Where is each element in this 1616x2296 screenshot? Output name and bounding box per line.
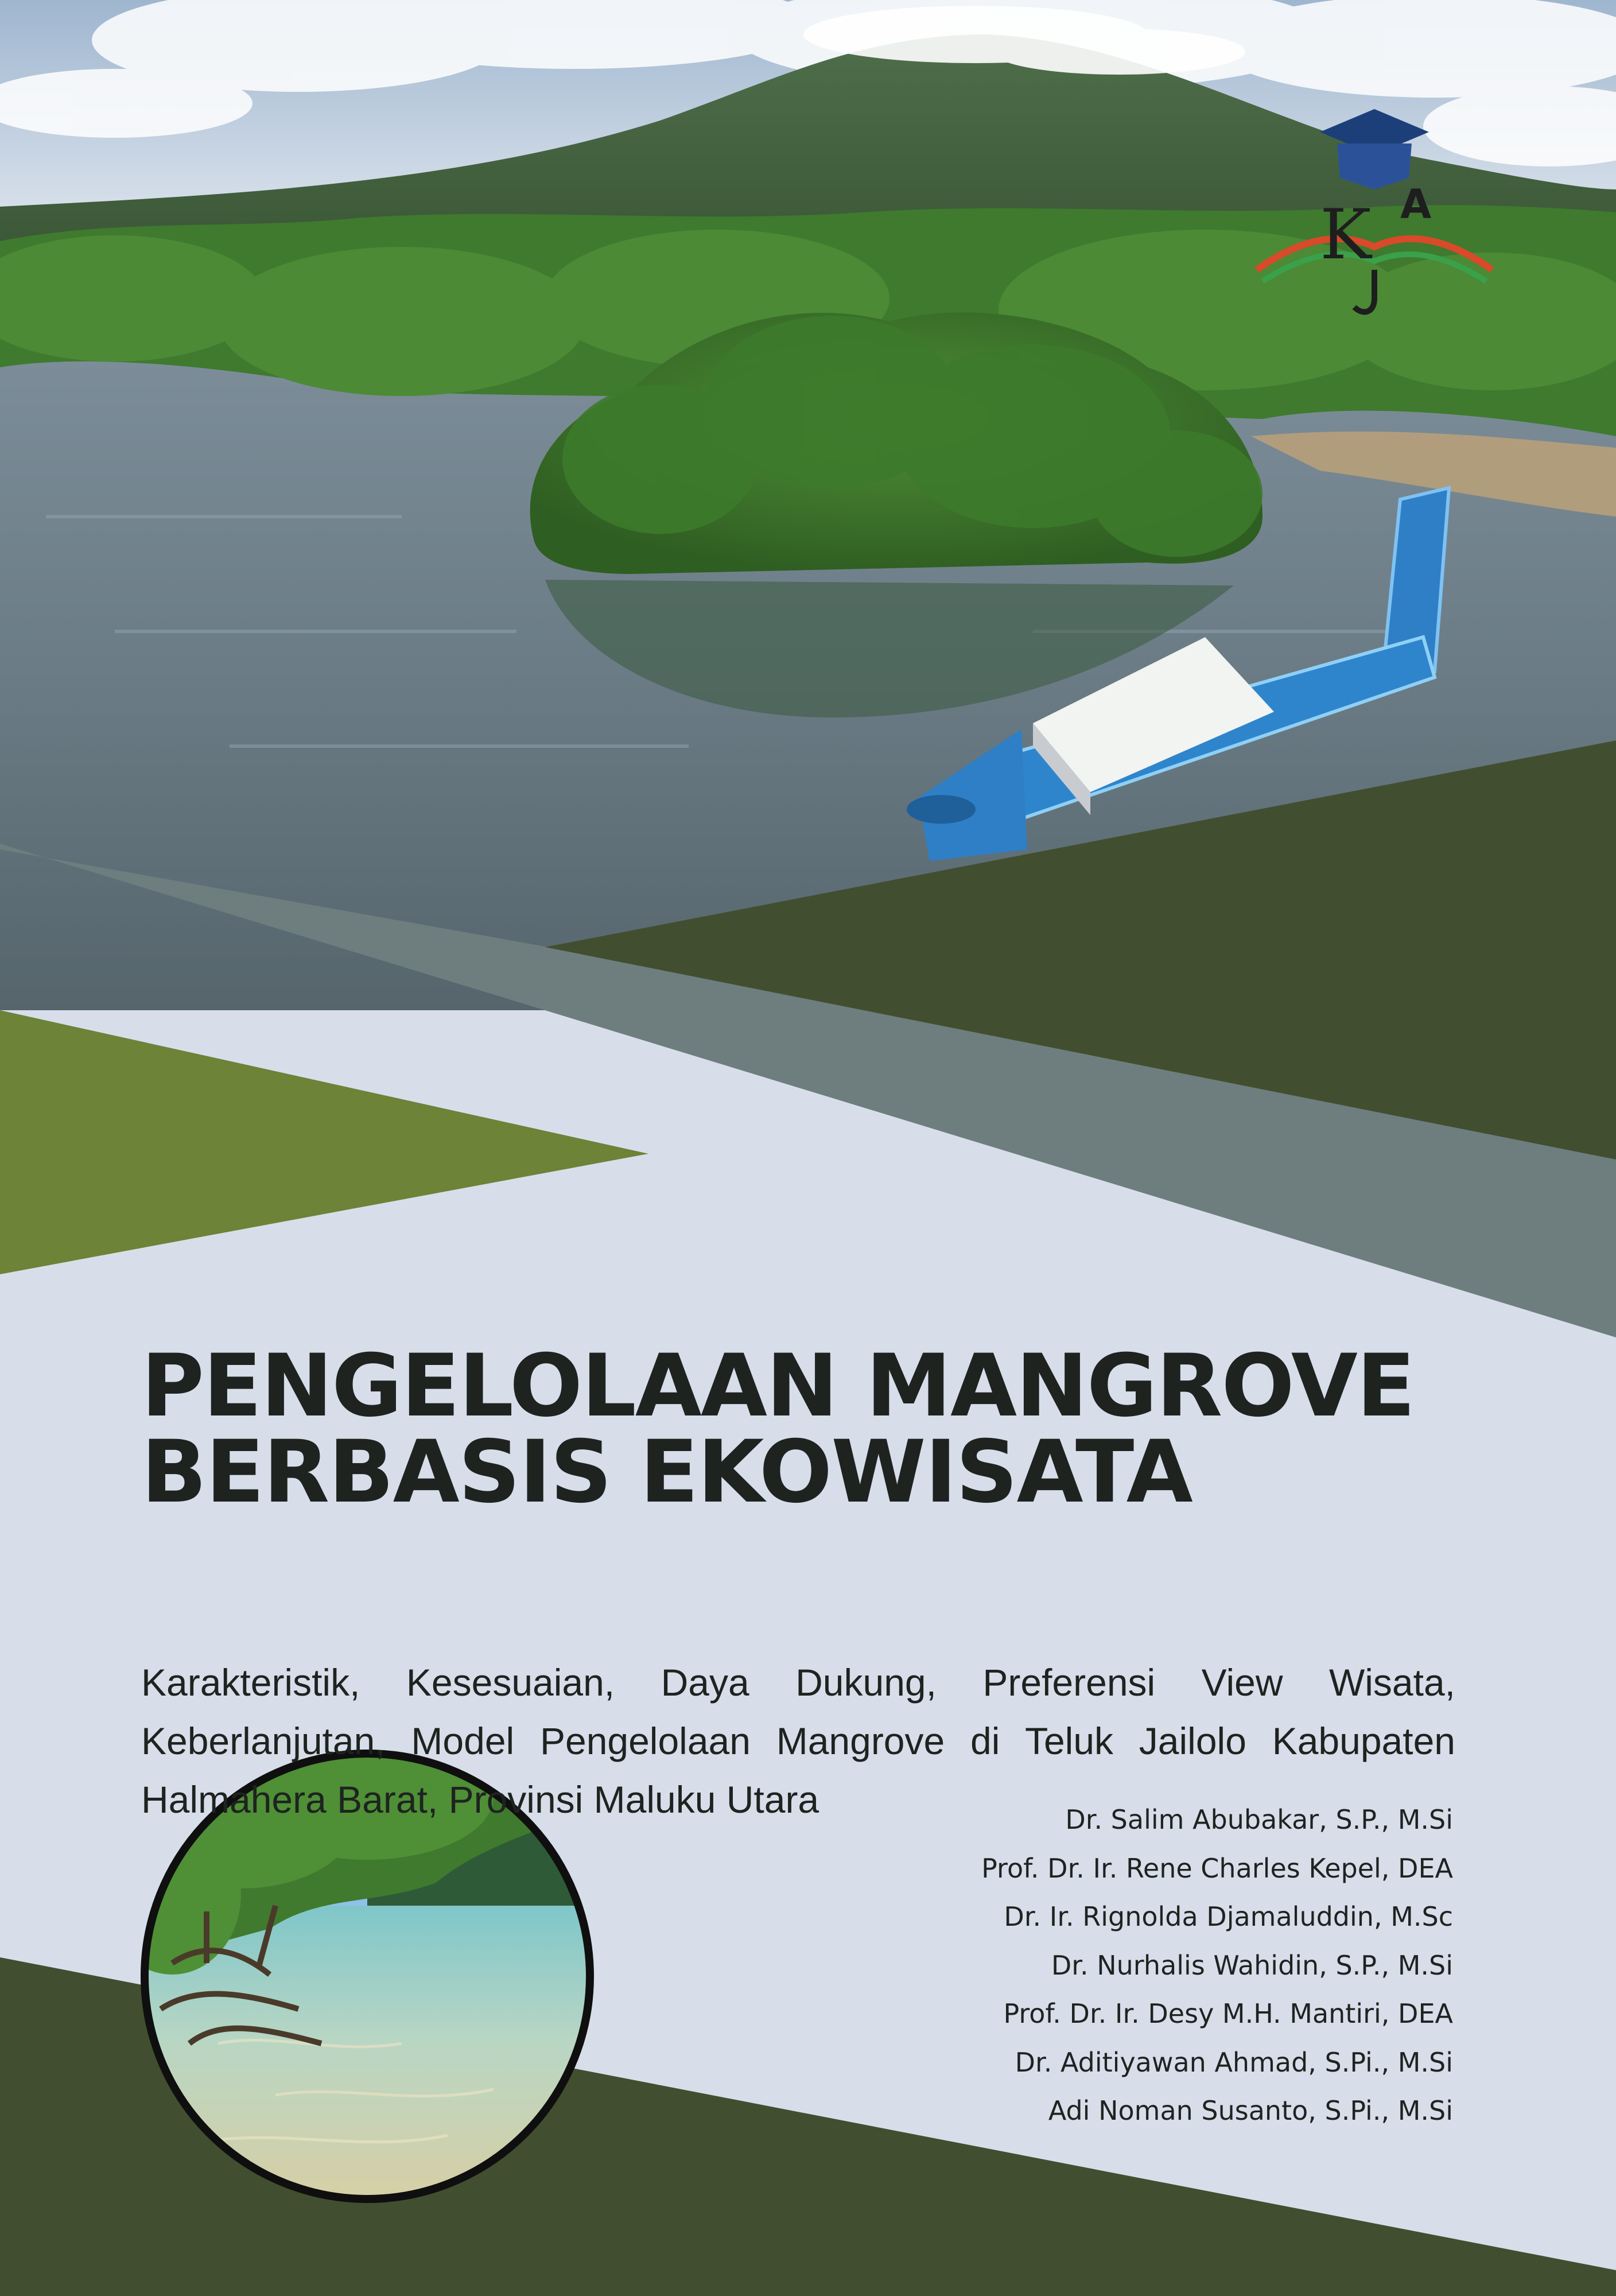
book-title-line-2: BERBASIS EKOWISATA [141, 1422, 1192, 1522]
book-title [141, 1336, 1530, 1522]
logo-letter-k: K [1320, 195, 1372, 275]
author-name: Adi Noman Susanto, S.Pi., M.Si [1048, 2095, 1453, 2126]
author-name: Dr. Ir. Rignolda Djamaluddin, M.Sc [1004, 1901, 1453, 1932]
author-list [592, 1795, 1453, 2135]
logo-letter-a: A [1400, 181, 1432, 228]
author-name: Prof. Dr. Ir. Rene Charles Kepel, DEA [981, 1852, 1453, 1884]
author-name: Dr. Nurhalis Wahidin, S.P., M.Si [1051, 1949, 1453, 1981]
author-name: Dr. Salim Abubakar, S.P., M.Si [1065, 1804, 1453, 1835]
author-name: Prof. Dr. Ir. Desy M.H. Mantiri, DEA [1003, 1998, 1453, 2029]
book-title-line-1: PENGELOLAAN MANGROVE [141, 1336, 1415, 1436]
author-name: Dr. Aditiyawan Ahmad, S.Pi., M.Si [1015, 2046, 1453, 2078]
book-subtitle: Karakteristik, Kesesuaian, Daya Dukung, Preferensi View Wisata, Keberlanjutan, Model Pengelolaan Mangrove di Teluk Jailolo Kabupaten Halmahera Barat, Provinsi Maluku Utara [141, 1661, 1455, 1821]
